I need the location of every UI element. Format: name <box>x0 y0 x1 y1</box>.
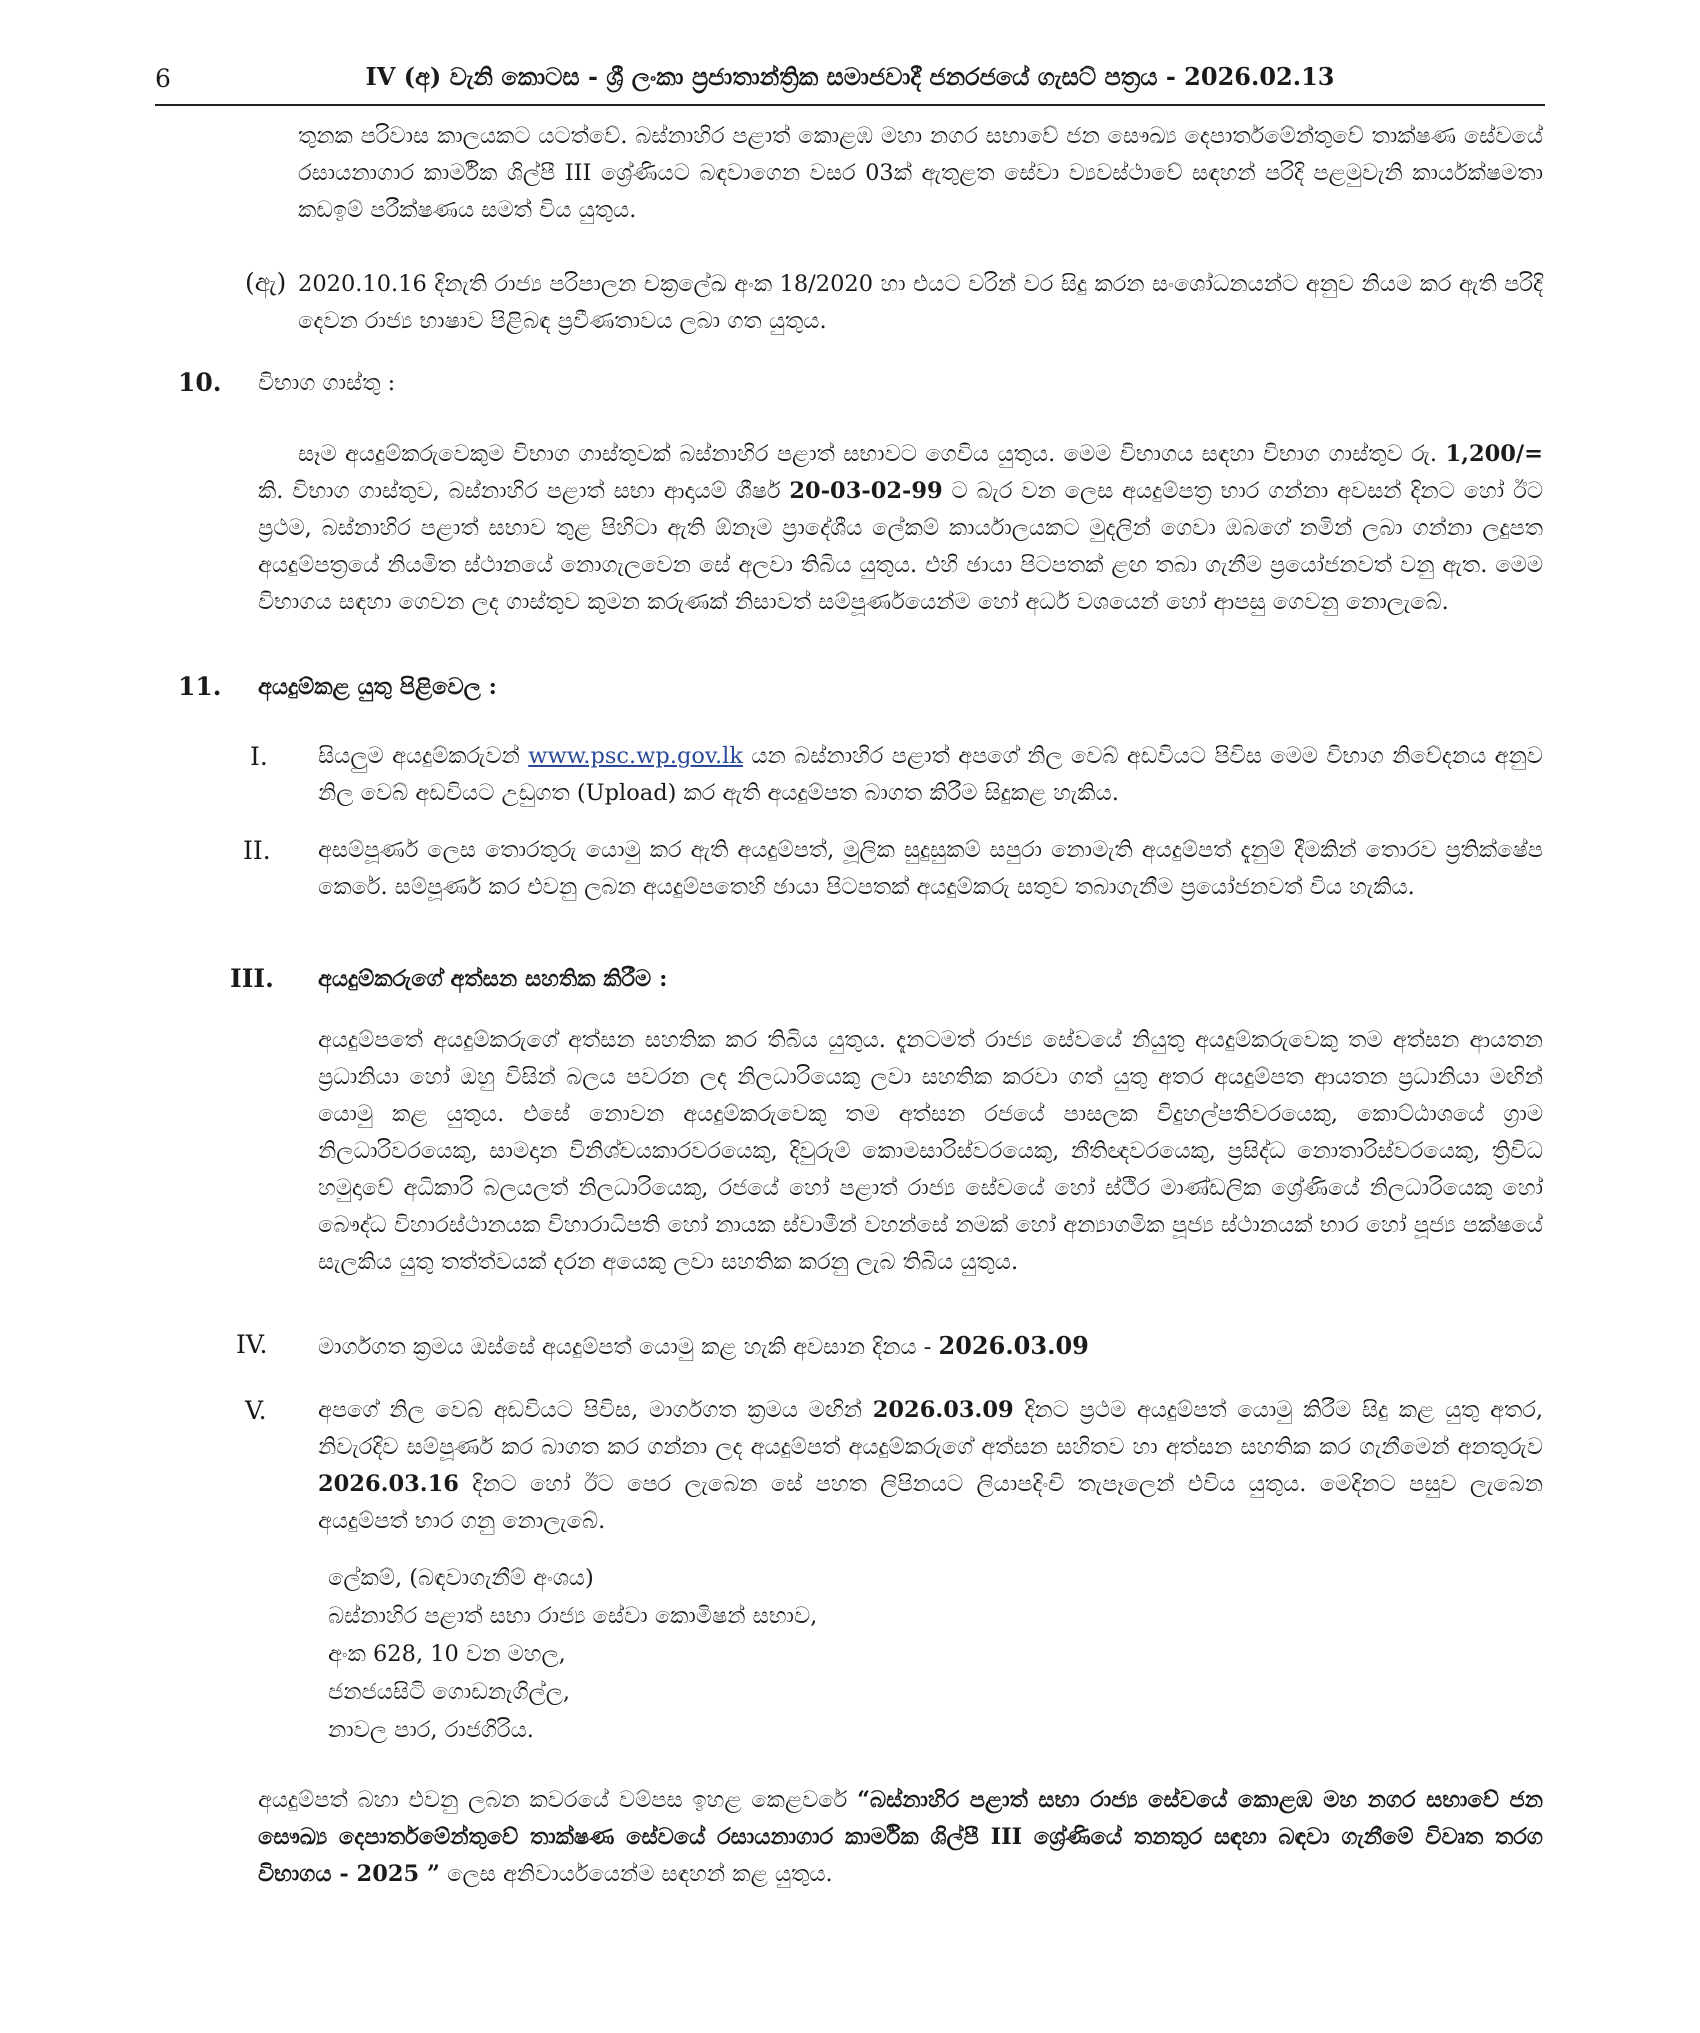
item-IV-text: මාර්ගගත ක්‍රමය ඔස්සේ අයදුම්පත් යොමු කළ හැකි අවසාන දිනය - <box>318 1334 939 1360</box>
address-line: අංක 628, 10 වන මහල, <box>328 1641 566 1667</box>
continuation-text: තුනක පරිවාස කාලයකට යටත්වේ. බස්නාහිර පළාත් කොළඹ මහා නගර සභාවේ ජන සෞඛ්‍ය දෙපාර්තමේන්තුවේ තාක්ෂණ සේවයේ රසායනාගාර කාර්මික ශිල්පී III ශ්‍රේණියට බඳවාගෙන වසර 03ක් ඇතුළත සේවා ව්‍යවස්ථාවේ සඳහන් පරිදි පළමුවැනි කාර්යක්ෂමතා කඩඉම් පරීක්ෂණය සමත් විය යුතුය. <box>298 123 1543 223</box>
item-V-marker: V. <box>245 1396 267 1425</box>
fee-text-1: සෑම අයදුම්කරුවෙකුම විභාග ගාස්තුවක් බස්නාහිර පළාත් සභාවට ගෙවිය යුතුය. මෙම විභාගය සඳහා විභාග ගාස්තුව රු. <box>298 441 1446 467</box>
envelope-text-1: අයදුම්පත් බහා එවනු ලබන කවරයේ වම්පස ඉහළ කෙළවරේ <box>258 1787 858 1813</box>
item-III-marker: III. <box>230 964 274 993</box>
gazette-header-title: IV (අ) වැනි කොටස - ශ්‍රී ලංකා ප්‍රජාතාන්ත්‍රික සමාජවාදී ජනරජයේ ගැසට් පත්‍රය - 2026.02.13 <box>365 62 1335 91</box>
postal-deadline-date: 2026.03.16 <box>318 1471 459 1497</box>
item-I-paragraph <box>318 738 1543 812</box>
item-IV-marker: IV. <box>236 1330 268 1359</box>
section-11-title: අයදුම්කළ යුතු පිළිවෙල : <box>258 674 497 700</box>
item-IV-line <box>318 1328 1089 1365</box>
item-I-marker: I. <box>250 742 268 771</box>
fee-text-2: කි. විභාග ගාස්තුව, බස්නාහිර පළාත් සභා ආදායම් ශීර්ෂ <box>258 478 790 504</box>
item-I-text-1: සියලුම අයදුම්කරුවන් <box>318 743 529 769</box>
item-II-paragraph <box>318 832 1543 906</box>
item-V-text-3: දිනට හෝ ඊට පෙර ලැබෙන සේ පහත ලිපිනයට ලියාපදිංචි තැපෑලෙන් එවිය යුතුය. මෙදිනට පසුව ලැබෙන අයදුම්පත් භාර ගනු නොලැබේ. <box>318 1471 1543 1534</box>
envelope-text-2: ලෙස අනිවාර්යයෙන්ම සඳහන් කළ යුතුය. <box>439 1861 833 1887</box>
envelope-caption: “බස්නාහිර පළාත් සභා රාජ්‍ය සේවයේ කොළඹ මහ නගර සභාවේ ජන සෞඛ්‍ය දෙපාර්තමේන්තුවේ තාක්ෂණ සේවයේ රසායනාගාර කාර්මික ශිල්පී III ශ්‍රේණියේ තනතුර සඳහා බඳවා ගැනීමේ විවෘත තරග විභාගය - 2025 ” <box>258 1787 1543 1887</box>
website-link[interactable]: www.psc.wp.gov.lk <box>528 743 743 769</box>
fee-text-3: ට බැර වන ලෙස අයදුම්පත්‍ර භාර ගන්නා අවසන් දිනට හෝ ඊට ප්‍රථම, බස්නාහිර පළාත් සභාව තුළ පිහිටා ඇති ඕනෑම ප්‍රාදේශීය ලේකම් කාර්යාලයකට මුදලින් ගෙවා ඔබගේ නමින් ලබා ගන්නා ලදුපත අයදුම්පත්‍රයේ නියමිත ස්ථානයේ නොගැලවෙන සේ අලවා තිබිය යුතුය. එහි ඡායා පිටපතක් ළඟ තබා ගැනීම ප්‍රයෝජනවත් වනු ඇත. මෙම විභාගය සඳහා ගෙවන ලද ගාස්තුව කුමන කරුණක් නිසාවත් සම්පූර්ණයෙන්ම හෝ අර්ධ වශයෙන් හෝ ආපසු ගෙවනු නොලැබේ. <box>258 478 1543 615</box>
item-V-text-1: අපගේ නිල වෙබ් අඩවියට පිවිස, මාර්ගගත ක්‍රමය මඟින් <box>318 1397 873 1423</box>
revenue-head-code: 20-03-02-99 <box>789 478 943 504</box>
item-III-paragraph <box>318 1022 1543 1281</box>
address-line: ලේකම්, (බඳවාගැනීම් අංශය) <box>328 1565 594 1591</box>
continuation-paragraph <box>298 118 1543 229</box>
envelope-note-paragraph <box>258 1782 1543 1893</box>
item-III-text: අයදුම්පතේ අයදුම්කරුගේ අත්සන සහතික කර තිබිය යුතුය. දැනටමත් රාජ්‍ය සේවයේ නියුතු අයදුම්කරුවෙකු තම අත්සන ආයතන ප්‍රධානියා හෝ ඔහු විසින් බලය පවරන ලද නිලධාරියෙකු ලවා සහතික කරවා ගත් යුතු අතර අයදුම්පත ආයතන ප්‍රධානියා මඟින් යොමු කළ යුතුය. එසේ නොවන අයදුම්කරුවෙකු තම අත්සන රජයේ පාසලක විදුහල්පතිවරයෙකු, කොට්ඨාශයේ ග්‍රාම නිලධාරිවරයෙකු, සාමදාන විනිශ්චයකාරවරයෙකු, දිවුරුම් කොමසාරිස්වරයෙකු, නීතිඥවරයෙකු, ප්‍රසිද්ධ නොතාරිස්වරයෙකු, ත්‍රිවිධ හමුදාවේ අධිකාරි බලයලත් නිලධාරියෙකු, රජයේ හෝ පළාත් රාජ්‍ය සේවයේ හෝ ස්ථිර මාණ්ඩලික ශ්‍රේණියේ නිලධාරියෙකු හෝ බෞද්ධ විහාරස්ථානයක විහාරාධිපති හෝ නායක ස්වාමීන් වහන්සේ නමක් හෝ අන්‍යාගමික පූජ්‍ය ස්ථානයක් භාර හෝ පූජ්‍ය පක්ෂයේ සැලකිය යුතු තත්ත්වයක් දරන අයෙකු ලවා සහතික කරනු ලැබ තිබිය යුතුය. <box>318 1027 1543 1275</box>
address-line: බස්නාහිර පළාත් සභා රාජ්‍ය සේවා කොමිෂන් සභාව, <box>328 1603 818 1629</box>
section-10-number: 10. <box>178 368 222 397</box>
closing-date: 2026.03.09 <box>938 1331 1089 1360</box>
header-divider <box>155 104 1545 106</box>
section-10-title: විභාග ගාස්තු : <box>258 370 396 396</box>
item-a-paragraph <box>298 266 1543 340</box>
item-a-marker: (ඇ) <box>245 268 287 297</box>
item-III-title: අයදුම්කරුගේ අත්සන සහතික කිරීම : <box>318 966 668 992</box>
item-I-text-2: යන බස්නාහිර පළාත් අපගේ නිල වෙබ් අඩවියට පිවිස මෙම විභාග නිවේදනය අනුව නිල වෙබ් අඩවියට උඩුගත (Upload) කර ඇති අයදුම්පත බාගත කිරීම සිදුකළ හැකිය. <box>318 743 1543 806</box>
item-II-marker: II. <box>243 836 271 865</box>
exam-fee-amount: 1,200/= <box>1445 441 1543 467</box>
item-II-text: අසම්පූර්ණ ලෙස තොරතුරු යොමු කර ඇති අයදුම්පත්, මූලික සුදුසුකම් සපුරා නොමැති අයදුම්පත් දැනුම් දීමකින් තොරව ප්‍රතික්ෂේප කෙරේ. සම්පූර්ණ කර එවනු ලබන අයදුම්පතෙහි ඡායා පිටපතක් අයදුම්කරු සතුව තබාගැනීම ප්‍රයෝජනවත් විය හැකිය. <box>318 837 1543 900</box>
page-number: 6 <box>155 64 171 93</box>
online-deadline-date: 2026.03.09 <box>872 1397 1014 1423</box>
item-V-paragraph <box>318 1392 1543 1540</box>
section-11-number: 11. <box>178 672 222 701</box>
address-line: ජනජයසිටි ගොඩනැගිල්ල, <box>328 1679 571 1705</box>
section-10-paragraph <box>258 436 1543 621</box>
address-line: නාවල පාර, රාජගිරිය. <box>328 1717 534 1743</box>
item-a-text: 2020.10.16 දිනැති රාජ්‍ය පරිපාලන චක්‍රලේඛ අංක 18/2020 හා එයට වරින් වර සිදු කරන සංශෝධනයන්ට අනුව නියම කර ඇති පරිදි දෙවන රාජ්‍ය භාෂාව පිළිබඳ ප්‍රවීණතාවය ලබා ගත යුතුය. <box>298 271 1543 334</box>
item-V-text-2: දිනට ප්‍රථම අයදුම්පත් යොමු කිරීම සිදු කළ යුතු අතර, නිවැරදිව සම්පූර්ණ කර බාගත කර ගන්නා ලද අයදුම්පත් අයදුම්කරුගේ අත්සන සහිතව හා අත්සන සහතික කර ගැනීමෙන් අනතුරුව <box>318 1397 1543 1460</box>
